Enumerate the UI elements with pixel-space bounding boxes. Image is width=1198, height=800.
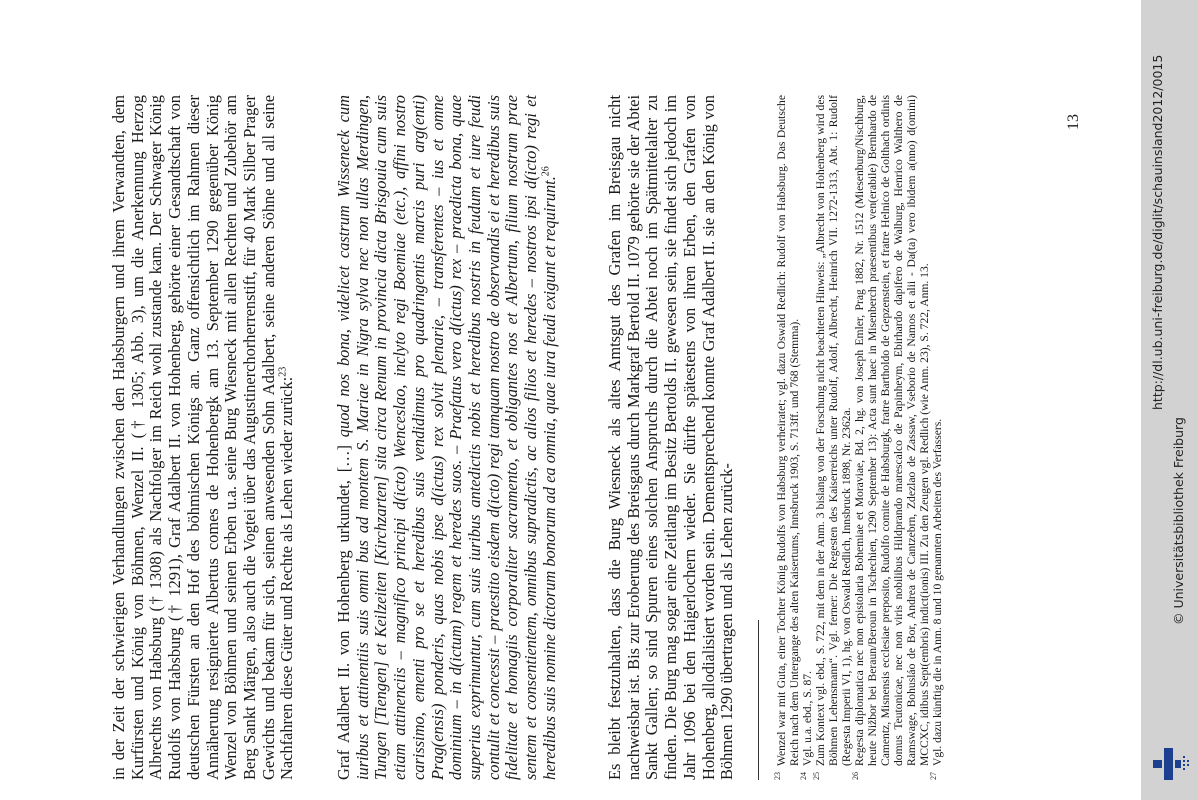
page-number: 13: [1065, 114, 1082, 130]
copyright-text: © Universitätsbibliothek Freiburg: [1171, 417, 1186, 625]
source-url-link[interactable]: http://dl.ub.uni-freiburg.de/diglit/schauinsland2012/0015: [1150, 54, 1165, 410]
footnote-26: 26Regesta diplomatica nec non epistolaria Bohemiae et Moraviae, Bd. 2, hg. von Joseph Emler, Prag 1882, Nr. 1512 (Miesenburg/Nischburg, heute Nižbor bei Beraun/Beroun in Tschechien, 1290 September 13): Acta sunt haec in Misenberch praesentibus ven(erabile) Bernhardo de Camentz, Misnensis ecclesiae preposito, Rudolfo comite de Habsburgk, fratre Bartholdo de Gepzenstein, et fratre Helnico de Golthach ordinis domus Teutonicae, nec non viris nobilibus Hildprando marescalco de Papinheym, Ebirhardo dapifero de Walburg, Henrico Walthero de Ramswage, Bohusláo de Bor, Andrea de Cantzebrn, Zdezlao de Zassaw, Vseborio de Namos et alii - Da(ta) vero ibidem a(nno) d(omini) MCCXC, idibus Sept(embris) indict(ionis) III. Zu den Zeugen vgl. Redlich (wie Anm. 23), S. 722, Anm. 13.: [851, 95, 931, 780]
footnote-divider: [758, 620, 759, 780]
footnote-25: 25Zum Kontext vgl. ebd., S. 722, mit dem in der Anm. 3 bislang von der Forschung nicht beachteten Hinweis: „Albrecht von Hohenberg wird des Böhmen Lehensmann“. Vgl. ferner: Die Regesten des Kaiserreichs unter Rudolf, Adolf, Albrecht, Heinrich VII. 1272-1313, Abt. 1: Rudolf (Regesta Imperii VI, 1), hg. von Oswald Redlich, Innsbruck 1898, Nr. 2362a.: [812, 95, 853, 780]
body-paragraph-3: Es bleibt festzuhalten, dass die Burg Wiesneck als altes Amtsgut des Grafen im Breisgau nicht nachweisbar ist. Bis zur Eroberung des Breisgaus durch Markgraf Bertold II. 1079 gehörte sie der Abtei Sankt Gallen; so sind Spuren eines solchen Anspruchs durch die Abtei noch im Spätmittelalter zu finden. Die Burg mag sogar eine Zeitlang im Besitz Bertolds II. gewesen sein, sie findet sich jedoch im Jahr 1096 bei den Haigerlochern wieder. Sie dürfte spätestens von ihren Erben, den Grafen von Hohenberg, allodialisiert worden sein. Dementsprechend konnte Graf Adalbert II. sie an den König von Böhmen 1290 übertragen und als Lehen zurück-: [605, 95, 737, 780]
footnote-23: 23Wenzel war mit Guta, einer Tochter König Rudolfs von Habsburg verheiratet; vgl. dazu Oswald Redlich: Rudolf von Habsburg. Das Deutsche Reich nach dem Untergange des alten Kaisertums, Innsbruck 1903, S. 713ff. und 768 (Stemma).: [773, 95, 801, 780]
scanned-page: [110, 0, 1110, 800]
body-paragraph-1: in der Zeit der schwierigen Verhandlungen zwischen den Habsburgern und ihrem Verwandten, dem Kurfürsten und König von Böhmen, Wenzel II. († 1305; Abb. 3), um die Anerkennung Herzog Albrechts von Habsburg († 1308) als Nachfolger im Reich wohl zustande kam. Der Schwager König Rudolfs von Habsburg († 1291), Graf Adalbert II. von Hohenberg, gehörte einer Gesandtschaft von deutschen Fürsten an den Hof des böhmischen Königs an. Ganz offensichtlich im Rahmen dieser Annäherung resignierte Albertus comes de Hohenbergk am 13. September 1290 gegenüber König Wenzel von Böhmen und seinen Erben u.a. seine Burg Wiesneck mit allen Rechten und Zubehör am Berg Sankt Märgen, also auch die Vogtei über das Augustinerchorherrenstift, für 40 Mark Silber Prager Gewichts und bekam für sich, seinen anwesenden Sohn Adalbert, seine anderen Söhne und all seine Nachfahren diese Güter und Rechte als Lehen wieder zurück:$^{23}$: [109, 95, 297, 780]
footnote-24: 24Vgl. u.a. ebd., S. 87.: [799, 671, 814, 780]
sidebar-text: [1146, 0, 1194, 800]
ub-freiburg-logo-icon: [1151, 744, 1191, 784]
footnotes: [775, 95, 944, 780]
body-paragraph-quote: Graf Adalbert II. von Hohenberg urkundet, […] quod nos bona, videlicet castrum Wisseneck cum iuribus et attinentiis suis omni bus ad montem S. Mariae in Nigra sylva nec non ullas Merdingen, Tungen [Tiengen] et Keilzeiten [Kirchzarten] sita circa Renum in provincia dicta Brisgouia cum suis etiam attinenciis – magnifico principi d(icto) Wenceslao, inclyto regi Boemiae (etc.), affini nostro carissimo, ementi pro se et heredibus suis vendidimus pro quadringentis marcis puri arg(enti) Prag(ensis) ponderis, quas nobis ipse d(ictus) rex solvit plenarie, – transferentes – ius et omne dominium – in d(ictum) regem et heredes suos. – Praefatus vero d(ictus) rex – praedicta bona, quae superius exprimuntur, cum suis iuribus antedictis nobis et heredibus nostris in feudum et iure feudi contulit et concessit – praestito eisdem d(icto) regi tamquam nostro de observandis ei et heredibus suis fidelitate et homagiis corporaliter sacramento, et obligantes nos et Albertum, filium nostrum prae sentem et consentientem, omnibus supradictis, ac alios filios et heredes – nostros ipsi d(icto) regi et heredibus suis nomine dictorum bonorum ad ea omnia, quae iura feudi exigunt et requirunt.$^{26}$: [334, 95, 559, 780]
footnote-27: 27Vgl. dazu künftig die in Anm. 8 und 10 genannten Arbeiten des Verfassers.: [929, 418, 944, 780]
